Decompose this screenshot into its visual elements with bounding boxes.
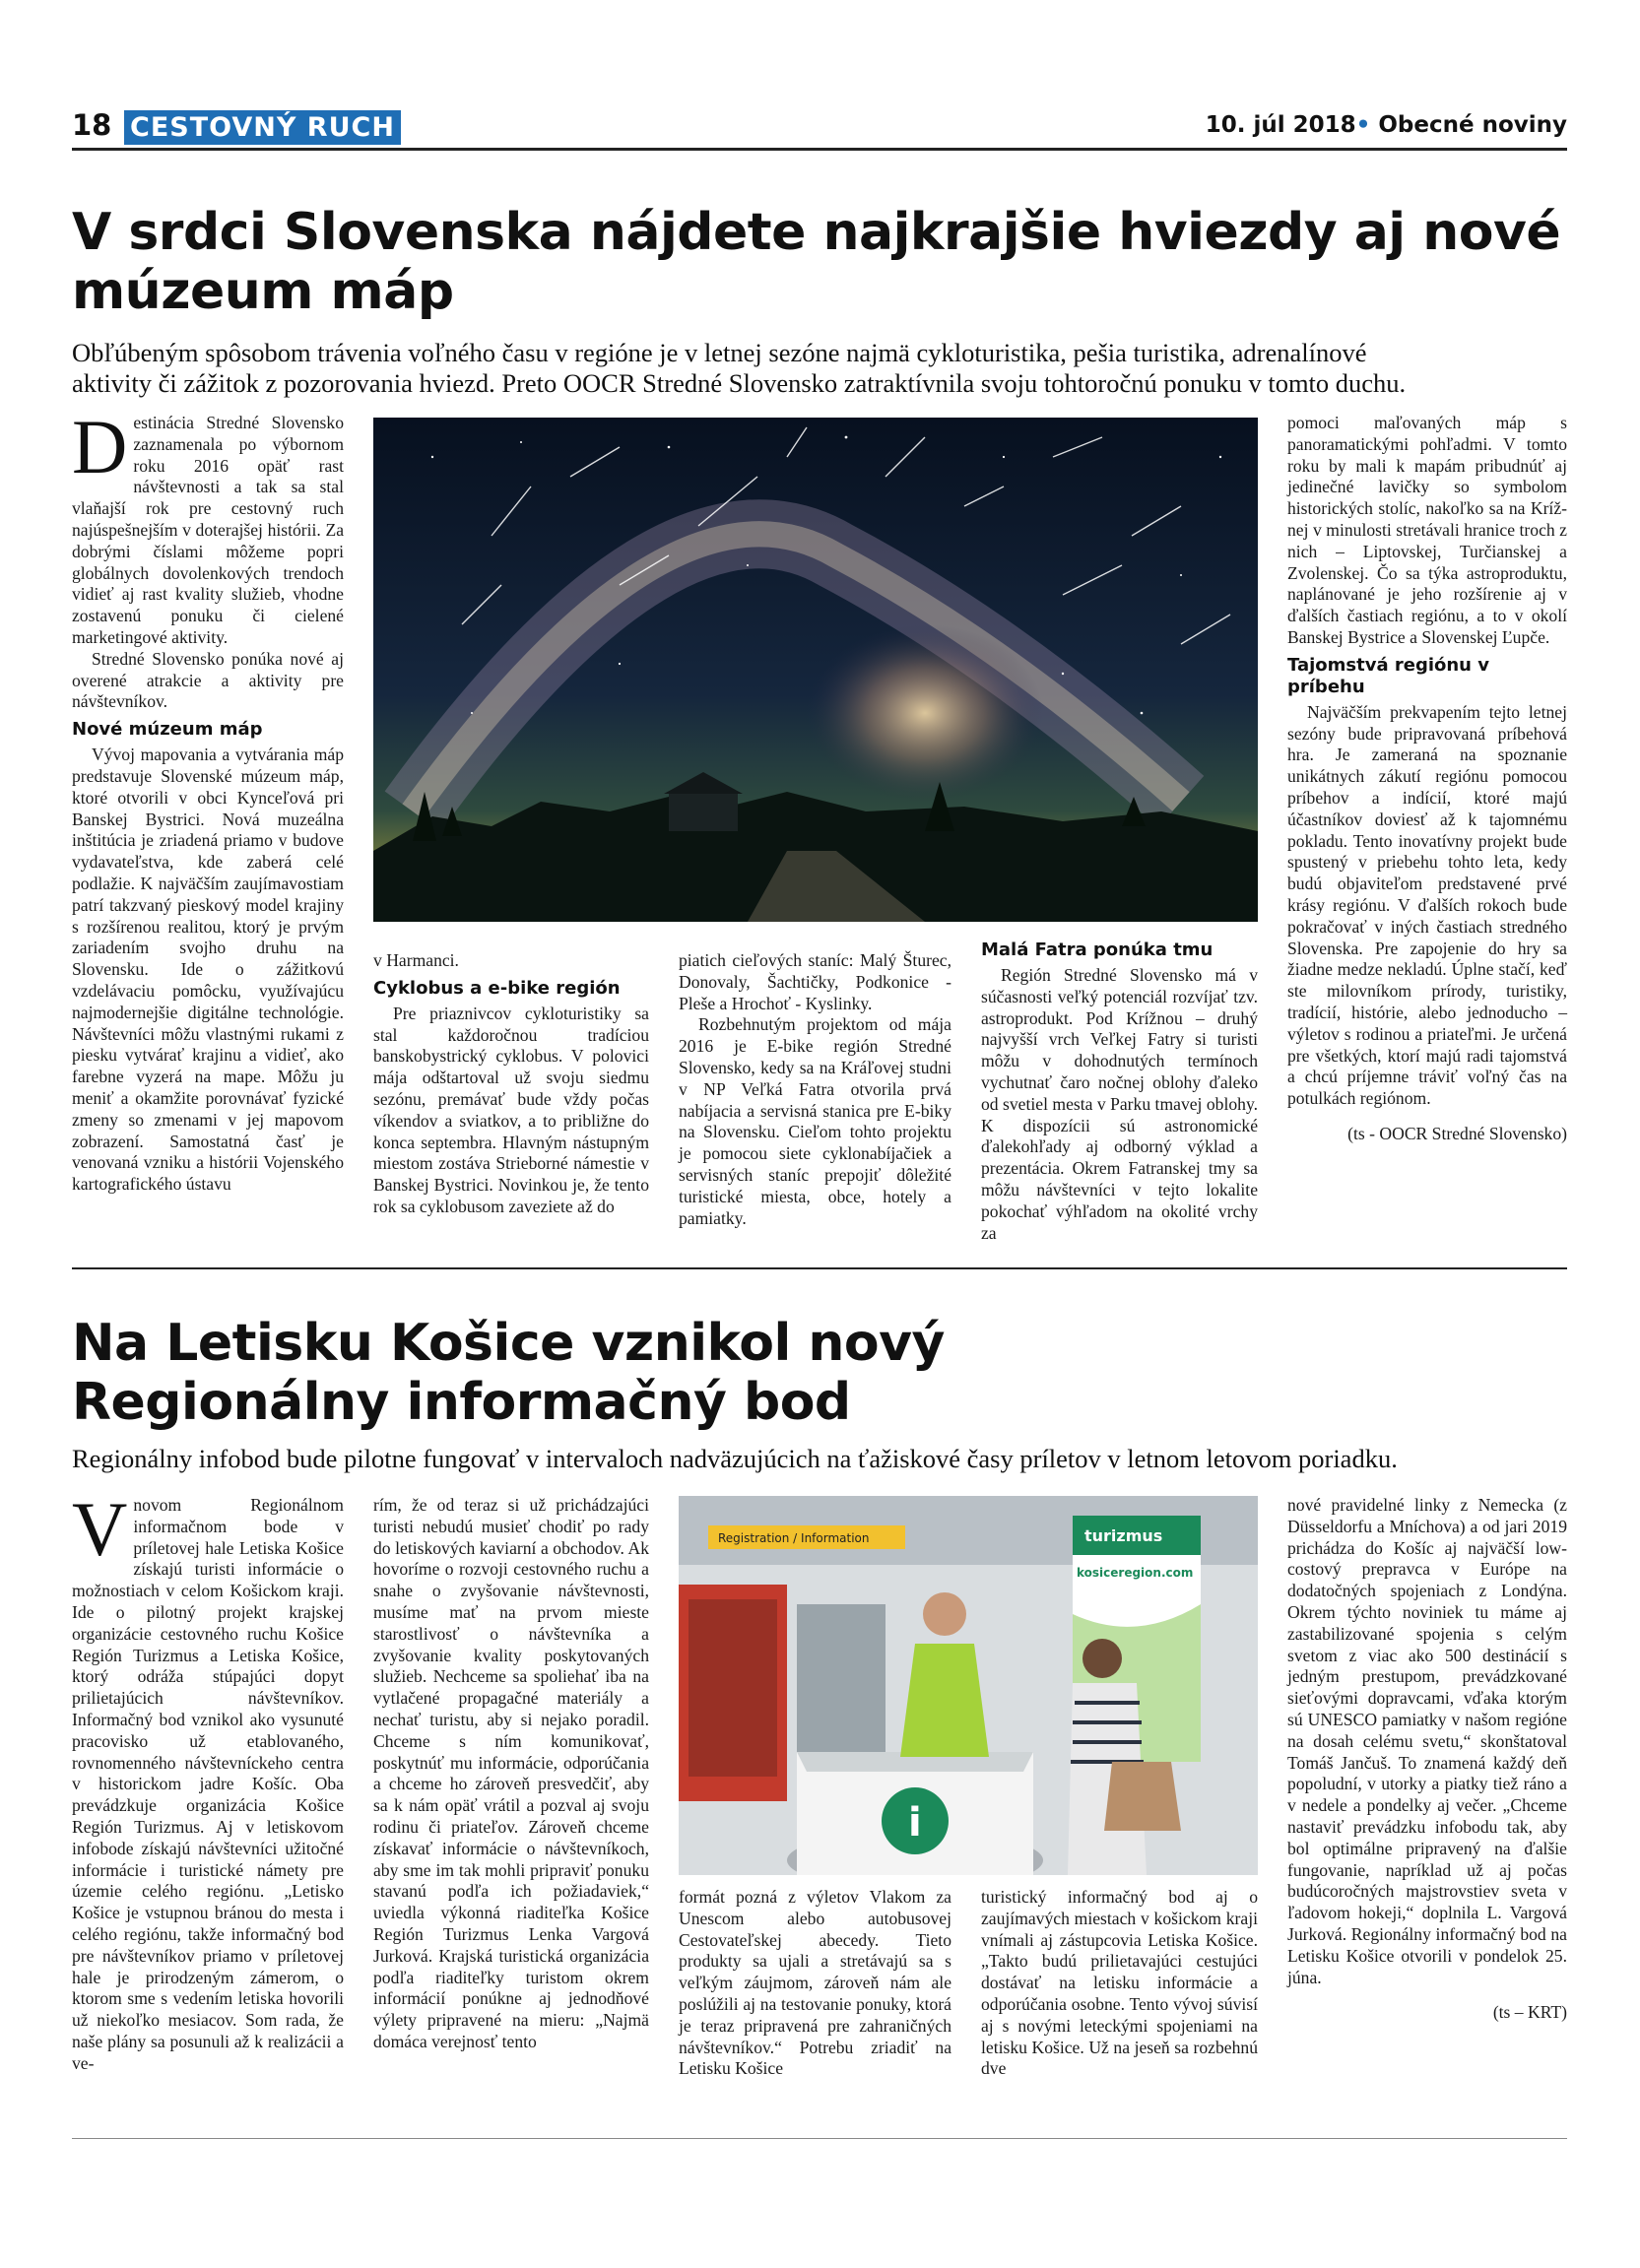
photo-sign-brand: turizmus xyxy=(1084,1526,1163,1545)
subheading: Nové múzeum máp xyxy=(72,719,263,741)
article1-column-4 xyxy=(981,934,1258,1244)
article1-column-2 xyxy=(373,950,649,1218)
info-glyph: i xyxy=(908,1800,922,1846)
paragraph: nové pravidelné linky z Nemecka (z Düsseldorfu a Mníchova) a od jari 2019 prichádza do Košíc aj najväčší low-costový prepravca v Európe na dodatočných spojeniach z Londýna. Okrem týchto noviniek tu máme aj zastabilizované spojenia s celým svetom z viac ako 500 destinácií s jedným prestupom, prevádzkované sieťovými dopravcami, vďaka ktorým sú UNESCO pamiatky v našom regióne na dosah celému svetu,“ skonštatoval Tomáš Jančuš. To znamená každý deň popoludní, v utorky a piatky tiež ráno a v nedele a pondelky aj večer. „Chceme nastaviť prevádzku infobodu tak, aby bol optimálne pripravený na ďalšie fungovanie, napríklad už aj počas budúcoročných majstrovstiev sveta v ľadovom hokeji,“ doplnila L. Vargová Jurková. Regionálny informačný bod na Letisku Košice otvorili v pondelok 25. júna. xyxy=(1287,1495,1567,1987)
paragraph: piatich cieľových staníc: Malý Šturec, Donovaly, Šachtičky, Podkonice - Pleše a Hrochoť - Kyslinky. xyxy=(679,950,951,1013)
subheading: Malá Fatra ponúka tmu xyxy=(981,940,1214,960)
page-number: 18 xyxy=(72,108,112,142)
paragraph: Vývoj mapovania a vytvárania máp predstavuje Slovenské múzeum máp, ktoré otvorili v obci Kynceľová pri Banskej Bystrici. Nová muzeálna inštitúcia je zriadená priamo v budove vydavateľstva, kde zaberá celé podlažie. K najväčším zaujímavostiam patrí takzvaný pieskový model krajiny s rozšírenou realitou, ktorý je prvým zariadením svojho druhu na Slovensku. Ide o zážitkovú vzdelávaciu pomôcku, využívajúcu najmodernejšie digitálne technológie. Návštevníci môžu vlastnými rukami z piesku vytvárať krajinu a vidieť, ako farebne vyzerá na mape. Môžu ju meniť a okamžite porovnávať fyzické zmeny so zmenami v jej mapovom zobrazení. Samostatná časť je venovaná vzniku a histórii Vojenského kartografického ústavu xyxy=(72,745,344,1195)
milky-way-image xyxy=(373,418,1258,922)
airport-infopoint-image xyxy=(679,1496,1258,1875)
drop-cap: D xyxy=(72,404,128,489)
paragraph: Rozbehnutým projektom od mája 2016 je E-bike región Stredné Slovensko, kedy sa na Kráľovej studni v NP Veľká Fatra otvorila prvá nabíjacia a servisná stanica pre E-biky na Slovensku. Cieľom tohto projektu je pomocou siete cyklonabíjačiek a servisných staníc prepojiť dôležité turistické miesta, obce, hotely a pamiatky. xyxy=(679,1014,951,1228)
article2-column-1 xyxy=(72,1486,344,2075)
article2-headline xyxy=(72,1314,1569,1432)
article1-column-5 xyxy=(1287,413,1567,1145)
article2-column-3 xyxy=(679,1887,951,2080)
article2-column-4 xyxy=(981,1887,1258,2080)
issue-info xyxy=(1206,112,1567,138)
article-divider xyxy=(72,1267,1567,1269)
paragraph: Región Stredné Slovensko má v súčasnosti veľký potenciál rozvíjať tzv. astroprodukt. Pod Krížnou – druhý najvyšší vrch Veľkej Fatry si turisti môžu v dohodnutých termínoch vychutnať čaro nočnej oblohy ďaleko od svetiel mesta v Parku tmavej oblohy. K dispozícii sú astronomické ďalekohľady aj odborný výklad a prezentácia. Okrem Fatranskej tmy sa môžu návštevníci v tejto lokalite pokochať výhľadom na okolité vrchy za xyxy=(981,965,1258,1243)
article2-title-line1: Na Letisku Košice vznikol nový xyxy=(72,1314,945,1373)
article1-lead xyxy=(72,338,1569,399)
article1-title-line2: múzeum máp xyxy=(72,262,454,321)
paragraph: pomoci maľovaných máp s panoramatickými pohľadmi. V tomto roku by mali k mapám pribudnúť aj jedinečné lavičky so symbolom historických stolíc, nakoľko sa na Krížnej v minulosti stretávali hranice troch z nich – Liptovskej, Turčianskej a Zvolenskej. Čo sa týka astroproduktu, naplánované je jeho rozšírenie aj v ďalších častiach regiónu, a to v okolí Banskej Bystrice a Slovenskej Ľupče. xyxy=(1287,413,1567,647)
paragraph: estinácia Stredné Slovensko zaznamenala po výbornom roku 2016 opäť rast návštevnosti a tak sa stal vlaňajší rok pre cestovný ruch najúspešnejším v doterajšej histórii. Za dobrými číslami môžeme popri globálnych dovolenkových trendoch vidieť aj rast kvality služieb, vhodne zostavenú ponuku či cielené marketingové aktivity. xyxy=(72,413,344,647)
article2-column-5 xyxy=(1287,1495,1567,2024)
article2-signature: (ts – KRT) xyxy=(1492,2002,1567,2023)
paragraph: v Harmanci. xyxy=(373,950,459,970)
airport-infopoint-photo xyxy=(679,1496,1258,1875)
subheading: Tajomstvá regiónu v príbehu xyxy=(1287,654,1489,697)
article1-title-line1: V srdci Slovenska nájdete najkrajšie hviezdy aj nové xyxy=(72,203,1561,262)
article2-column-2 xyxy=(373,1495,649,2053)
article2-lead: Regionálny infobod bude pilotne fungovať v intervaloch nadväzujúcich na ťažiskové časy príletov v letnom letovom poriadku. xyxy=(72,1444,1398,1473)
article2-title-line2: Regionálny informačný bod xyxy=(72,1373,851,1432)
photo-banner-text: Registration / Information xyxy=(718,1531,870,1545)
paragraph: turistický informačný bod aj o zaujímavých miestach v košickom kraji vnímali aj zástupcovia Letiska Košice. „Takto budú prilietavajúci cestujúci dostávať na letisku informácie a odporúčania osobne. Tento vývoj súvisí aj s novými leteckými spojeniami na letisku Košice. Už na jeseň sa rozbehnú dve xyxy=(981,1887,1258,2079)
article1-lead-line1: Obľúbeným spôsobom trávenia voľného času v regióne je v letnej sezóne najmä cykloturistika, pešia turistika, adrenalínové xyxy=(72,338,1367,367)
paragraph: Pre priaznivcov cykloturistiky sa stal každoročnou tradíciou banskobystrický cyklobus. V polovici mája odštartoval už svoju siedmu sezónu, premávať bude vždy počas víkendov a sviatkov, a to približne do konca septembra. Hlavným nástupným miestom zostáva Strieborné námestie v Banskej Bystrici. Novinkou je, že tento rok sa cyklobusom zaveziete až do xyxy=(373,1003,649,1216)
article1-column-3 xyxy=(679,950,951,1229)
publication-name: Obecné noviny xyxy=(1378,112,1567,138)
section-label: CESTOVNÝ RUCH xyxy=(124,110,401,145)
issue-date: 10. júl 2018 xyxy=(1205,112,1356,138)
drop-cap: V xyxy=(72,1486,128,1572)
paragraph: Stredné Slovensko ponúka nové aj overené atrakcie a aktivity pre návštevníkov. xyxy=(72,648,344,712)
paragraph: rím, že od teraz si už prichádzajúci turisti nebudú musieť chodiť po rady do letiskových kaviarní a obchodov. Ak hovoríme o rozvoji cestovného ruchu a snahe o zvyšovanie návštevnosti, musíme mať na prvom mieste starostlivosť o návštevníka a zvyšovanie kvality poskytovaných služieb. Nechceme sa spoliehať iba na vytlačené propagačné materiály a nechať turistu, aby si nejako poradil. Chceme s ním komunikovať, poskytnúť mu informácie, odporúčania a chceme ho zároveň presvedčiť, aby sa k nám opäť vrátil a pozval aj svoju rodinu či priateľov. Zároveň chceme získavať informácie o návštevníkoch, aby sme im tak mohli pripraviť ponuku stavanú podľa ich požiadaviek,“ uviedla výkonná riaditeľka Košice Región Turizmus Lenka Vargová Jurková. Krajská turistická organizácia podľa riaditeľky turistom okrem informácií ponúkne aj jednodňové výlety pripravené na mieru: „Najmä domáca verejnosť tento xyxy=(373,1495,649,2051)
milky-way-photo xyxy=(373,418,1258,922)
article1-lead-line2: aktivity či zážitok z pozorovania hviezd. Preto OOCR Stredné Slovensko zatraktívnila svoju tohtoročnú ponuku v tomto duchu. xyxy=(72,368,1407,398)
page-header xyxy=(72,106,1567,148)
subheading: Cyklobus a e-bike región xyxy=(373,977,621,999)
article1-column-1 xyxy=(72,404,344,1196)
paragraph: Najväčším prekvapením tejto letnej sezóny bude pripravovaná príbehová hra. Je zameraná na spoznanie unikátnych zákutí regiónu pomocou príbehov a indícií, ktoré majú účastníkov doviesť až k tajomnému pokladu. Tento inovatívny projekt bude spustený v priebehu tohto leta, kedy budú objaviteľom predstavené prvé krásy regiónu. V ďalších rokoch bude pokračovať v iných častiach stredného Slovenska. Pre zapojenie do hry sa žiadne medze nekladú. Úplne stačí, keď ste milovníkom prírody, turistiky, tradícií, histórie, alebo jednoducho – výletov s rodinou a priateľmi. Je určená pre všetkých, ktorí majú radi tajomstvá a chcú príjemne tráviť voľný čas na potulkách regiónom. xyxy=(1287,701,1567,1109)
article1-signature: (ts - OOCR Stredné Slovensko) xyxy=(1347,1123,1567,1143)
header-rule xyxy=(72,148,1567,151)
article1-headline xyxy=(72,203,1569,321)
paragraph: novom Regionálnom informačnom bode v príletovej hale Letiska Košice získajú turisti informácie o možnostiach v celom Košickom kraji. Ide o pilotný projekt krajskej organizácie cestovného ruchu Košice Región Turizmus a Letiska Košice, ktorý odráža stúpajúci dopyt prilietajúcich návštevníkov. Informačný bod vznikol ako vysunuté pracovisko už etablovaného, rovnomenného návštevníckeho centra v historickom jadre Košíc. Oba prevádzkuje organizácia Košice Región Turizmus. Aj v letiskovom infobode získajú návštevníci užitočné informácie i turistické námety pre územie celého regiónu. „Letisko Košice je vstupnou bránou do mesta i celého regiónu, takže informačný bod pre návštevníkov priamo v príletovej hale je prirodzeným zámerom, o ktorom sme s vedením letiska hovorili už niekoľko mesiacov. Som rada, že naše plány sa posunuli až k realizácii a ve- xyxy=(72,1495,344,2073)
paragraph: formát pozná z výletov Vlakom za Unescom alebo autobusovej Cestovateľskej abecedy. Tieto produkty sa ujali a stretávajú sa s veľkým záujmom, zároveň nám ale poslúžili aj na testovanie ponuky, ktorá je teraz pripravená pre zahraničných návštevníkov.“ Potrebu zriadiť na Letisku Košice xyxy=(679,1887,951,2079)
footer-rule xyxy=(72,2138,1567,2139)
photo-sign-url: kosiceregion.com xyxy=(1077,1566,1194,1580)
header-separator: • xyxy=(1355,112,1371,138)
